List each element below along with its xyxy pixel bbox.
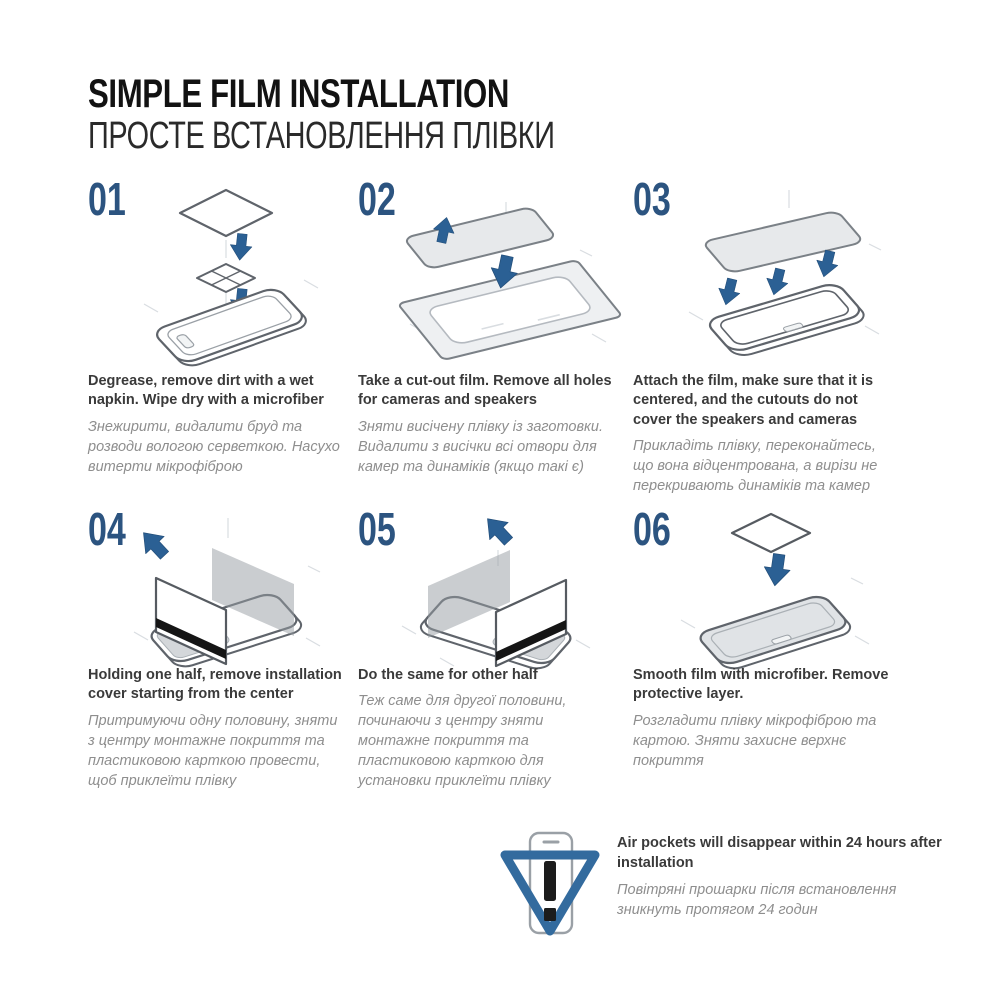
step-caption-en: Do the same for other half [358,667,538,683]
step-02 [358,173,633,508]
page-title [88,74,702,155]
warning-text-en: Air pockets will disappear within 24 hours after installation [617,835,942,871]
step-caption-ua: Розгладити плівку мікрофіброю та картою. Зняти захисне верхнє покриття [633,712,877,769]
step-caption-ua: Прикладіть плівку, переконайтесь, що вона відцентрована, а вирізи не перекривають динаміків та камер [633,438,878,495]
phone-icon [695,594,855,672]
film-icon [403,207,556,269]
title-english: SIMPLE FILM INSTALLATION [88,72,510,116]
arrow-up-left-icon [134,524,173,564]
air-pockets-warning [497,831,947,945]
microfiber-icon [732,514,810,552]
step-number: 05 [358,503,396,555]
arrow-up-left-icon [478,510,517,550]
arrow-down-icon [715,277,742,308]
step-caption-en: Holding one half, remove installation cover starting from the center [88,667,342,703]
warning-text-ua: Повітряні прошарки після встановлення зникнуть протягом 24 годин [617,882,897,919]
step-caption-ua: Знежирити, видалити бруд та розводи вологою серветкою. Насухо витерти мікрофіброю [88,418,340,475]
step-number: 03 [633,173,671,225]
step-06 [633,503,915,769]
step-caption-en: Smooth film with microfiber. Remove protective layer. [633,667,889,703]
title-ukrainian: ПРОСТЕ ВСТАНОВЛЕННЯ ПЛІВКИ [88,115,555,157]
step-number: 04 [88,503,126,555]
phone-exclamation-triangle-icon [497,831,601,945]
step-caption-en: Take a cut-out film. Remove all holes for cameras and speakers [358,373,612,409]
step-number: 06 [633,503,671,555]
step-caption-en: Degrease, remove dirt with a wet napkin. Wipe dry with a microfiber [88,373,324,409]
step-caption-ua: Притримуючи одну половину, зняти з центру монтажне покриття та пластиковою карткою провести, щоб приклеїти плівку [88,712,338,789]
arrow-down-icon [762,553,792,588]
step-04-illustration [110,508,342,680]
step-caption-ua: Зняти висічену плівку із заготовки. Видалити з висічки всі отвори для камер та динаміків (якщо такі є) [358,418,603,475]
microfiber-icon [197,264,255,292]
step-04 [88,503,358,789]
step-number: 02 [358,173,396,225]
step-caption-ua: Теж саме для другої половини, починаючи з центру зняти монтажне покриття та пластиковою карткою для установки приклеїти плівку [358,693,567,790]
step-01-illustration [114,184,342,368]
step-caption-en: Attach the film, make sure that it is centered, and the cutouts do not cover the speakers and cameras [633,373,874,428]
step-05 [358,503,633,790]
step-05-illustration [380,508,612,680]
step-02-illustration [384,184,630,368]
phone-icon [152,286,312,368]
step-03 [633,173,915,508]
steps-grid [88,173,915,790]
step-number: 01 [88,173,126,225]
step-03-illustration [659,184,909,368]
film-icon [702,211,864,274]
napkin-icon [180,190,272,236]
arrow-down-icon [229,233,253,262]
step-01 [88,173,358,508]
arrow-down-icon [763,267,790,298]
step-06-illustration [655,508,895,680]
